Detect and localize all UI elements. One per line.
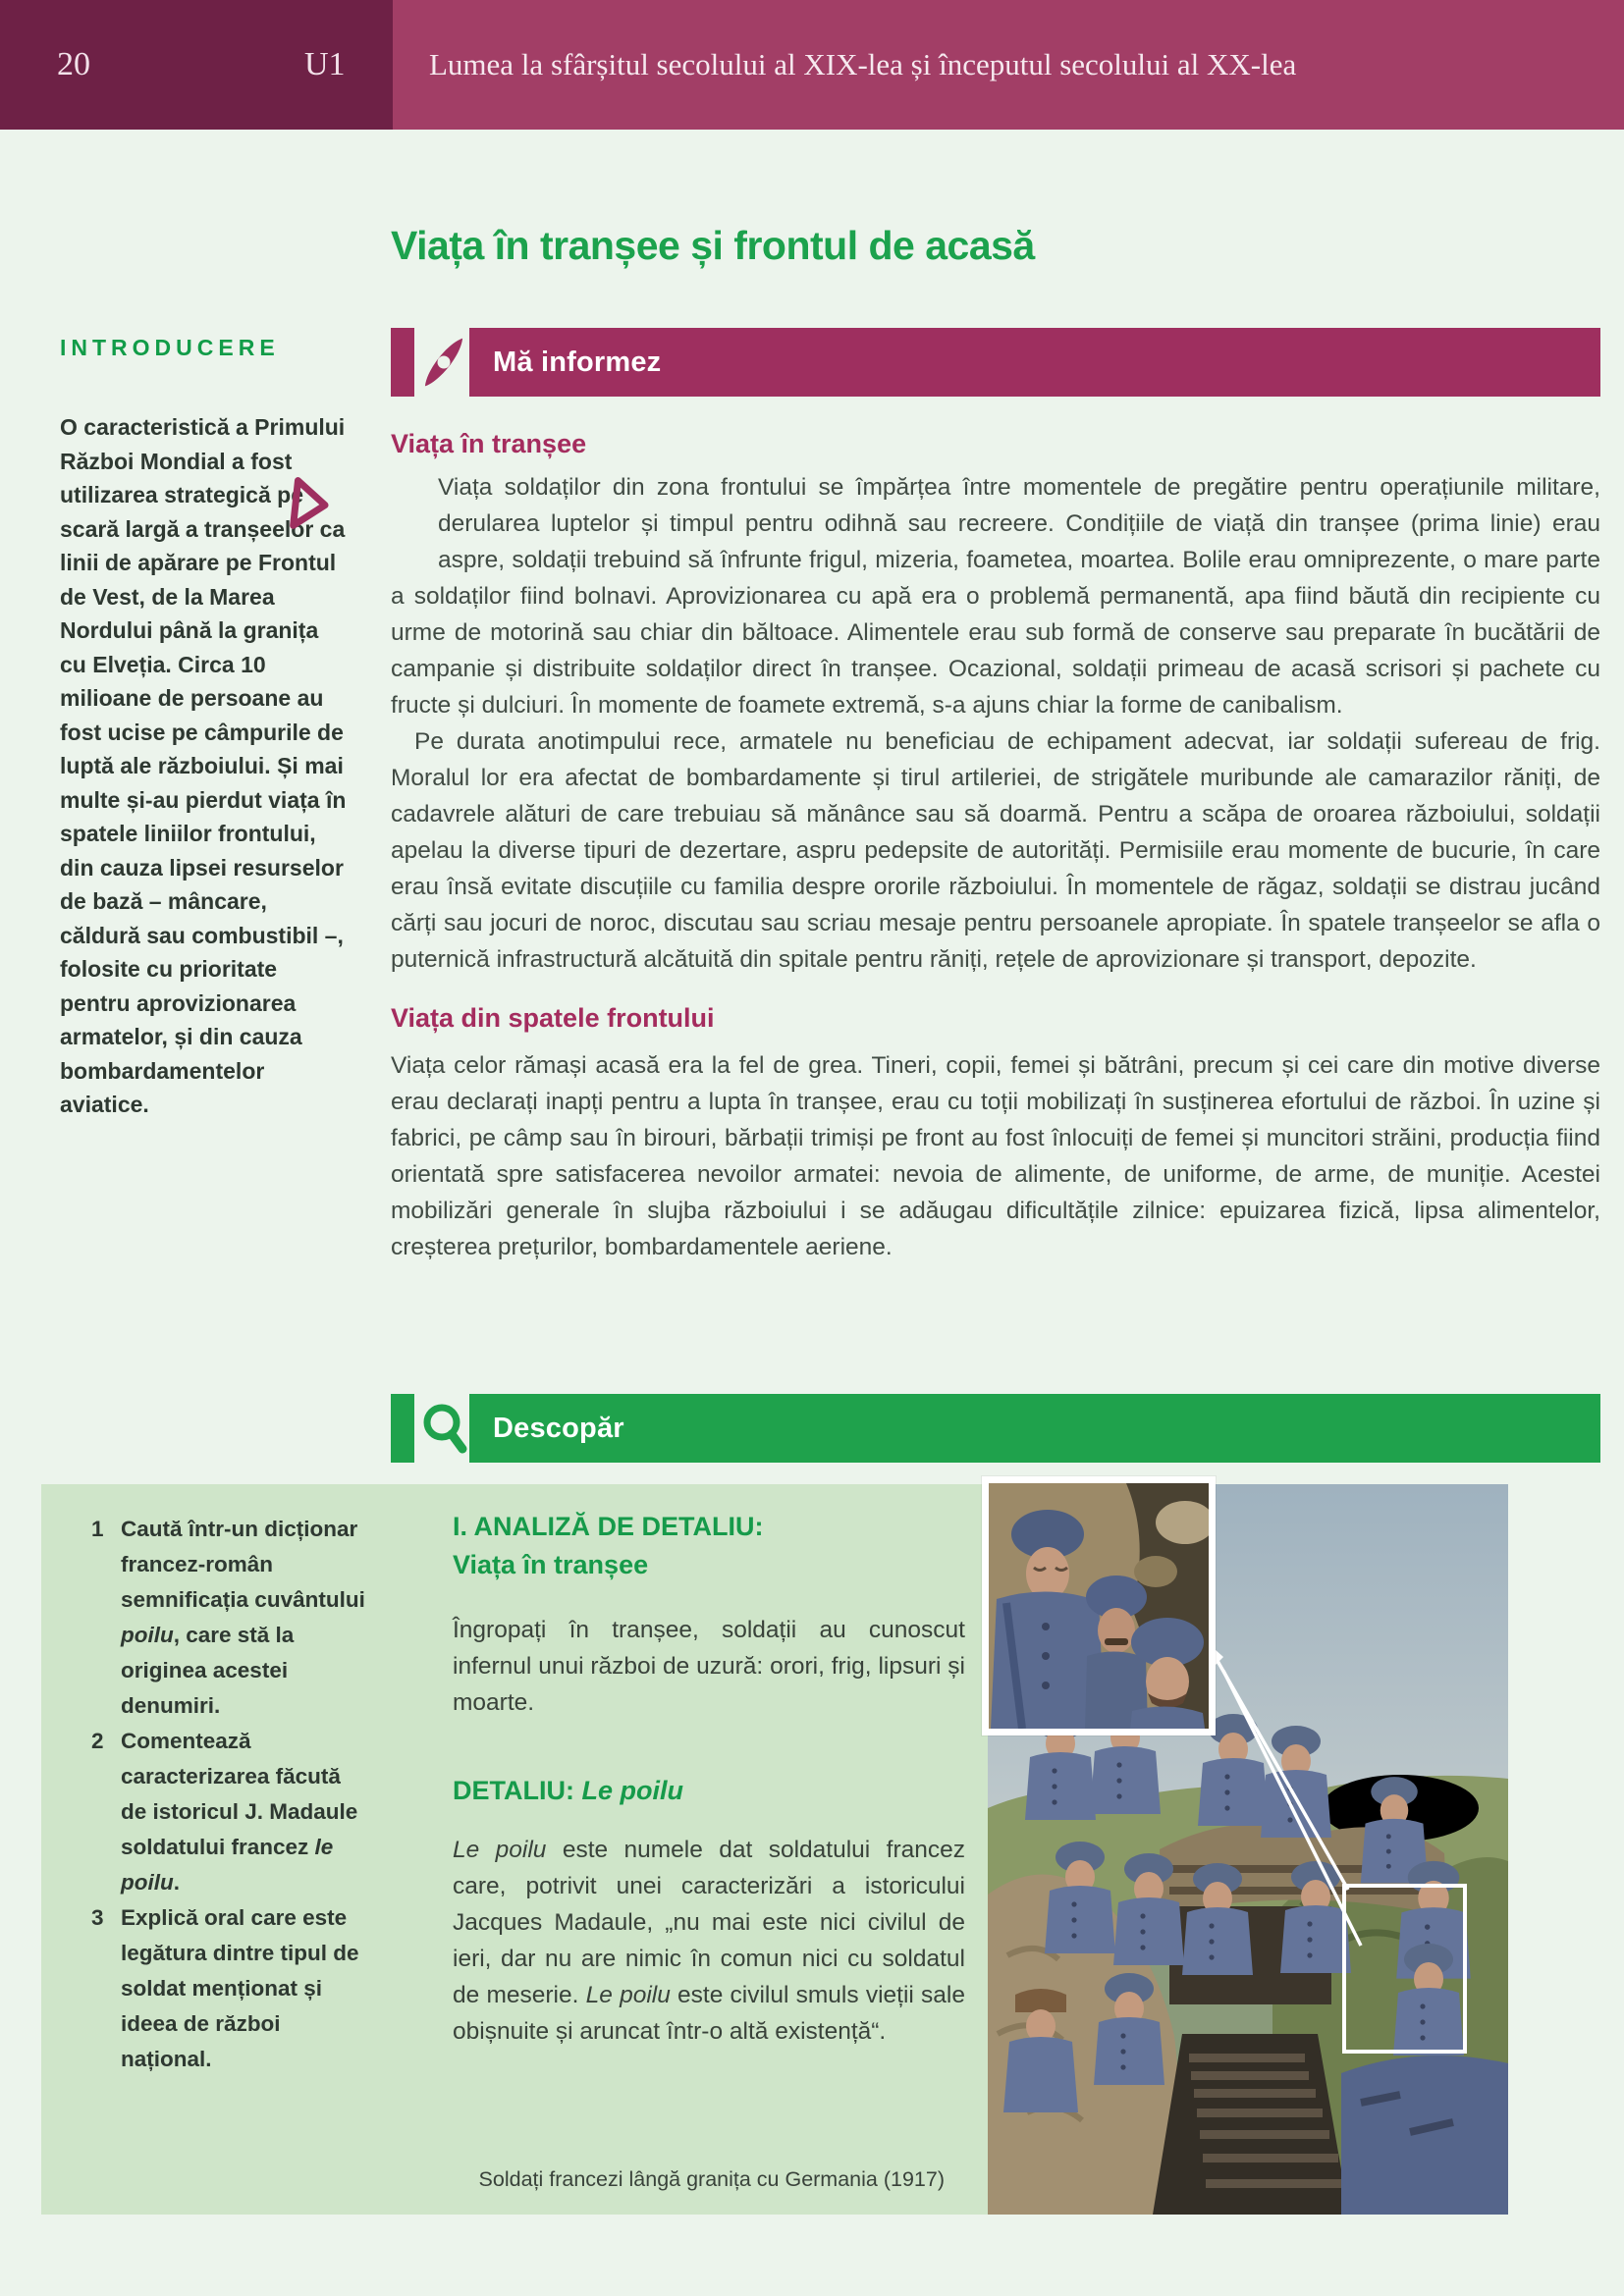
lead-indent-spacer [391, 469, 438, 544]
informez-section-bar [391, 328, 1600, 397]
lesson-title: Viața în tranșee și frontul de acasă [391, 223, 1035, 269]
detail-heading: DETALIU: Le poilu [453, 1776, 683, 1805]
play-triangle-icon [289, 477, 332, 534]
page-header [0, 0, 1624, 130]
task-text: Caută într-un dicționar francez-român semnificația cuvântului poilu, care stă la originea acestei denumiri. [121, 1517, 365, 1718]
descopar-label: Descopăr [493, 1412, 624, 1444]
page-number: 20 [57, 46, 90, 82]
detail-text: Le poilu este numele dat soldatului francez care, potrivit unei caracterizări a istoricului Jacques Madaule, „nu mai este nici civilul de ieri, dar nu are nimic în comun nici cu soldatul de meserie. Le poilu este civilul smuls vieții sale obișnuite și aruncat într-o altă existență“. [453, 1837, 965, 2045]
paragraph-frontul-de-acasa: Viața celor rămași acasă era la fel de grea. Tineri, copii, femei și bătrâni, precum și cei care din motive diverse erau declarați inapți pentru a lupta în tranșee, erau cu toții mobilizați în susținerea efortului de război. În uzine și fabrici, pe câmp sau în birouri, bărbații trimiși pe front au fost înlocuiți de femei și muncitori străini, producția fiind orientată spre satisfacerea nevoilor armatei: nevoia de alimente, de uniforme, de arme, de muniție. Acestei mobilizări generale în slujba războiului i se adăugau dificultățile zilnice: epuizarea fizică, lipsa alimentelor, creșterea prețurilor, bombardamentele aeriene. [391, 1052, 1600, 1260]
photo-caption: Soldați francezi lângă granița cu Germania (1917) [478, 2167, 945, 2191]
compass-needle-icon [420, 331, 467, 394]
paragraph-transee-1: Viața soldaților din zona frontului se împărțea între momentele de pregătire pentru operațiunile militare, derularea luptelor și timpul pentru odihnă sau recreere. Condițiile de viață din tranșee (prima linie) erau aspre, soldații trebuind să înfrunte frigul, mizeria, foametea, moartea. Bolile erau omniprezente, o mare parte a soldaților fiind bolnavi. Aprovizionarea cu apă era o problemă permanentă, apa fiind băută din recipiente cu urme de motorină sau chiar din băltoace. Alimentele erau sub formă de conserve sau preparate în bucătării de campanie și distribuite soldaților direct în tranșee. Ocazional, soldații primeau de acasă scrisori și pachete cu fructe și dulciuri. În momente de foamete extremă, s-a ajuns chiar la forme de canibalism. [391, 469, 1600, 723]
analysis-column [453, 1508, 965, 2050]
subheading-viata-in-transee: Viața în tranșee [391, 429, 587, 458]
task-number: 2 [91, 1729, 104, 1753]
activity-panel [41, 1484, 1508, 2215]
unit-label: U1 [304, 46, 346, 82]
descopar-section-bar [391, 1394, 1600, 1463]
task-text: Comentează caracterizarea făcută de istoricul J. Madaule soldatului francez le poilu. [121, 1729, 358, 1895]
magnifier-icon [420, 1397, 467, 1460]
analysis-intro: Îngropați în tranșee, soldații au cunoscut infernul unui război de uzură: orori, frig, lipsuri și moarte. [453, 1617, 965, 1716]
task-number: 3 [91, 1905, 104, 1930]
task-number: 1 [91, 1517, 104, 1541]
analysis-heading: I. ANALIZĂ DE DETALIU: Viața în tranșee [453, 1512, 764, 1579]
informez-label: Mă informez [493, 346, 662, 378]
task-item-3 [91, 1900, 376, 2077]
task-text: Explică oral care este legătura dintre tipul de soldat menționat și ideea de război național. [121, 1905, 359, 2071]
descopar-bar [469, 1394, 1600, 1463]
task-item-1 [91, 1512, 376, 1724]
sidebar-text: O caracteristică a Primului Război Mondial a fost utilizarea strategică pe scară largă a tranșeelor ca linii de apărare pe Frontul de Vest, de la Marea Nordului până la granița cu Elveția. Circa 10 milioane de persoane au fost ucise pe câmpurile de luptă ale războiului. Și mai multe și-au pierdut viața în spatele liniilor frontului, din cauza lipsei resurselor de bază – mâncare, căldură sau combustibil –, folosite cu prioritate pentru aprovizionarea armatelor, și din cauza bombardamentelor aviatice. [60, 414, 347, 1117]
descopar-chip [391, 1394, 414, 1463]
soldiers-closeup-inset [982, 1476, 1216, 1735]
informez-chip [391, 328, 414, 397]
paragraph-transee-2: Pe durata anotimpului rece, armatele nu beneficiau de echipament adecvat, iar soldații sufereau de frig. Moralul lor era afectat de bombardamente și tirul artileriei, de strigătele muribunde ale camarazilor răniți, de cadavrele alături de care trebuiau să mănânce sau să doarmă. Pentru a scăpa de oroarea războiului, soldații apelau la diverse tipuri de dezertare, aspru pedepsite de autorități. Permisiile erau momente de bucurie, în care erau însă evitate discuțiile cu familia despre ororile războiului. În momentele de răgaz, soldații se distrau jucând cărți sau jocuri de noroc, discutau sau scriau mesaje pentru persoanele apropiate. În spatele tranșeelor se afla o puternică infrastructură alcătuită din spitale pentru răniți, rețele de aprovizionare și transport, depozite. [391, 728, 1600, 973]
task-item-2 [91, 1724, 376, 1900]
informez-bar [469, 328, 1600, 397]
introduction-sidebar [60, 335, 351, 1122]
lesson-body [391, 429, 1600, 1265]
task-list [91, 1512, 376, 2077]
chapter-title: Lumea la sfârșitul secolului al XIX-lea și începutul secolului al XX-lea [429, 47, 1297, 81]
subheading-spatele-frontului: Viața din spatele frontului [391, 1003, 715, 1033]
sidebar-heading: INTRODUCERE [60, 335, 280, 360]
